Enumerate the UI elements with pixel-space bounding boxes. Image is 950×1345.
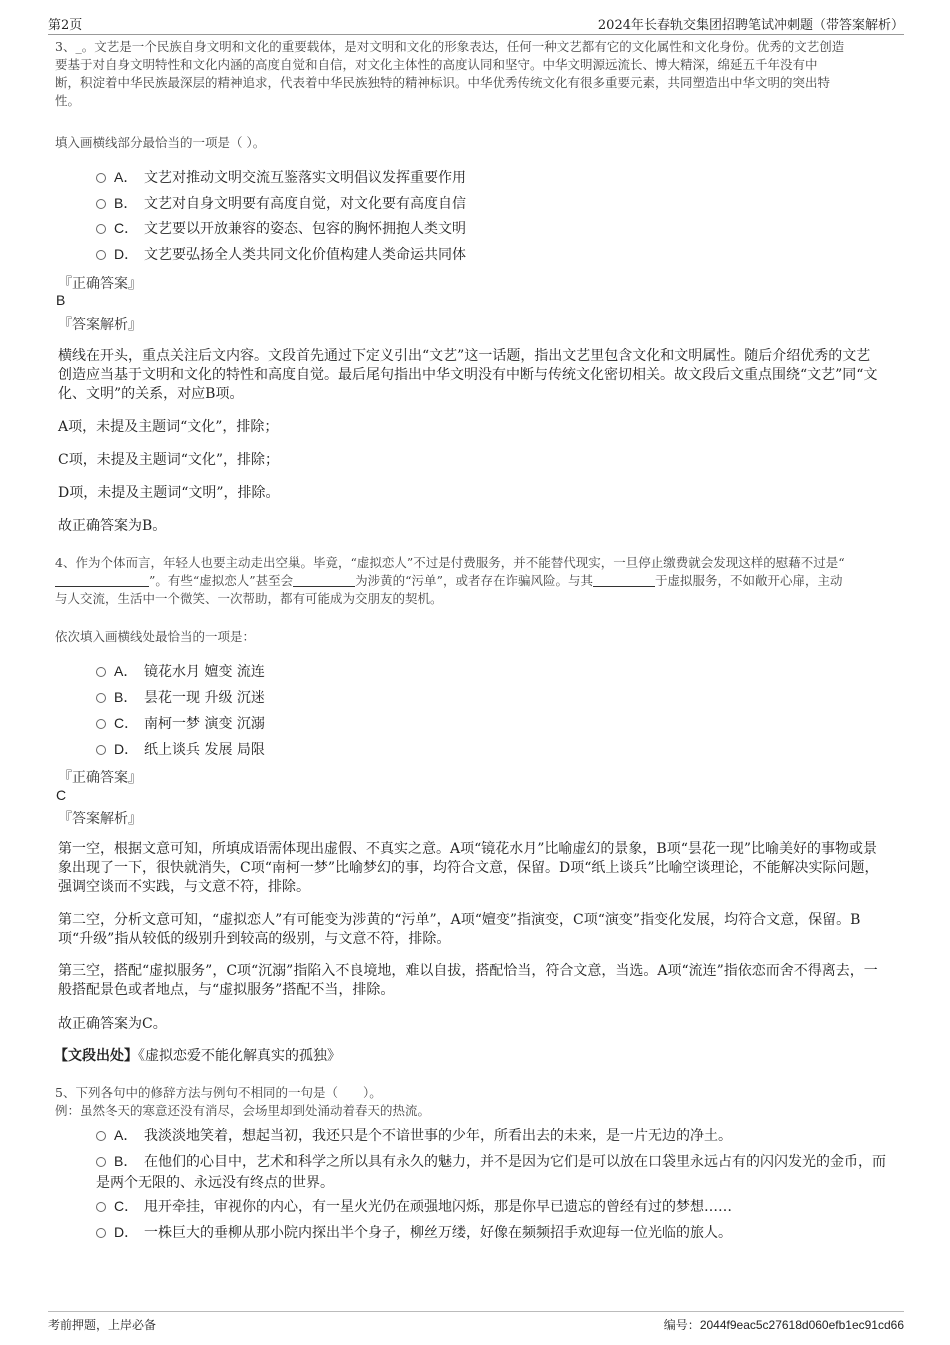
q4-answer-label: 『正确答案』 <box>58 770 142 786</box>
q4-stem <box>55 554 893 608</box>
q4-source <box>54 1047 880 1066</box>
q5-option-d[interactable]: D． 一株巨大的垂柳从那小院内探出半个身子，柳丝万缕，好像在频频招手欢迎每一位光临的旅人。 <box>96 1222 886 1244</box>
q3-analysis-paragraph: A项，未提及主题词“文化”，排除； <box>58 419 279 435</box>
q5-option-a[interactable]: A． 我淡淡地笑着，想起当初，我还只是个不谙世事的少年，所看出去的未来，是一片无边的净土。 <box>96 1125 886 1147</box>
q5-option-c[interactable]: C． 甩开牵挂，审视你的内心，有一星火光仍在顽强地闪烁，那是你早已遗忘的曾经有过的梦想…… <box>96 1196 886 1218</box>
radio-icon[interactable] <box>96 745 106 755</box>
q4-option-d[interactable]: D． 纸上谈兵 发展 局限 <box>96 739 886 761</box>
q3-stem-line: 性。 <box>55 93 81 108</box>
radio-icon[interactable] <box>96 667 106 677</box>
q3-stem-line: 断，积淀着中华民族最深层的精神追求，代表着中华民族独特的精神标识。中华优秀传统文化有很多重要元素，共同塑造出中华文明的突出特 <box>55 75 831 90</box>
q3-prompt: 填入画横线部分最恰当的一项是（ ）。 <box>55 135 266 150</box>
q4-analysis-paragraph: 第三空，搭配“虚拟服务”，C项“沉溺”指陷入不良境地，难以自拔，搭配恰当，符合文意，当选。A项“流连”指依恋而舍不得离去，一般搭配景色或者地点，与“虚拟服务”搭配不当，排除。 <box>58 963 878 998</box>
radio-icon[interactable] <box>96 250 106 260</box>
blank-1 <box>55 574 149 587</box>
page-footer <box>48 1311 904 1334</box>
q5-stem <box>55 1084 893 1120</box>
q5-example: 例：虽然冬天的寒意还没有消尽，会场里却到处涌动着春天的热流。 <box>55 1103 431 1118</box>
q5-option-b[interactable]: B． 在他们的心目中，艺术和科学之所以具有永久的魅力，并不是因为它们是可以放在口袋里永远占有的闪闪发光的金币，而是两个无限的、永远没有终点的世界。 <box>96 1153 886 1191</box>
page-header <box>48 12 904 35</box>
q3-option-b[interactable]: B． 文艺对自身文明要有高度自觉，对文化要有高度自信 <box>96 193 886 215</box>
q3-analysis-label: 『答案解析』 <box>58 317 142 333</box>
q4-option-b[interactable]: B． 昙花一现 升级 沉迷 <box>96 687 886 709</box>
radio-icon[interactable] <box>96 1202 106 1212</box>
q3-answer-label: 『正确答案』 <box>58 276 142 292</box>
q3-analysis-paragraph: C项，未提及主题词“文化”，排除； <box>58 452 280 468</box>
q3-option-a[interactable]: A． 文艺对推动文明交流互鉴落实文明倡议发挥重要作用 <box>96 167 886 189</box>
radio-icon[interactable] <box>96 199 106 209</box>
q3-option-d[interactable]: D． 文艺要弘扬全人类共同文化价值构建人类命运共同体 <box>96 244 886 266</box>
source-title: 《虚拟恋爱不能化解真实的孤独》 <box>138 1048 341 1064</box>
q4-prompt: 依次填入画横线处最恰当的一项是： <box>55 629 256 644</box>
q4-answer: C <box>56 787 67 803</box>
q5-stem-line: 5、下列各句中的修辞方法与例句不相同的一句是（ ）。 <box>55 1085 382 1100</box>
footer-slogan: 考前押题，上岸必备 <box>48 1318 157 1332</box>
q4-analysis-paragraph: 故正确答案为C。 <box>58 1016 167 1032</box>
radio-icon[interactable] <box>96 224 106 234</box>
q4-analysis-paragraph: 第二空，分析文意可知，“虚拟恋人”有可能变为涉黄的“污单”，A项“嬗变”指演变，C项“演变”指变化发展，均符合文意，保留。B项“升级”指从较低的级别升到较高的级别，与文意不符，排除。 <box>58 912 861 947</box>
q3-analysis-paragraph: 横线在开头，重点关注后文内容。文段首先通过下定义引出“文艺”这一话题，指出文艺里包含文化和文明属性。随后介绍优秀的文艺创造应当基于文明和文化的特性和高度自觉。最后尾句指出中华文明没有中断与传统文化密切相关。故文段后文重点围绕“文艺”同“文化、文明”的关系，对应B项。 <box>58 348 878 402</box>
q4-option-c[interactable]: C． 南柯一梦 演变 沉溺 <box>96 713 886 735</box>
radio-icon[interactable] <box>96 173 106 183</box>
source-label: 【文段出处】 <box>54 1048 138 1064</box>
radio-icon[interactable] <box>96 719 106 729</box>
code-value: 2044f9eac5c27618d060efb1ec91cd66 <box>699 1318 904 1332</box>
q3-stem <box>55 38 893 110</box>
q3-option-c[interactable]: C． 文艺要以开放兼容的姿态、包容的胸怀拥抱人类文明 <box>96 218 886 240</box>
q4-stem-line: 4、作为个体而言，年轻人也要主动走出空巢。毕竟，“虚拟恋人”不过是付费服务，并不能替代现实，一旦停止缴费就会发现这样的慰藉不过是“ <box>55 555 845 570</box>
code-label: 编号： <box>663 1318 700 1332</box>
document-title: 2024年长春轨交集团招聘笔试冲刺题（带答案解析） <box>597 18 904 33</box>
page-number: 第2页 <box>48 18 83 33</box>
q3-answer: B <box>56 292 66 308</box>
q4-analysis-paragraph: 第一空，根据文意可知，所填成语需体现出虚假、不真实之意。A项“镜花水月”比喻虚幻的景象，B项“昙花一现”比喻美好的事物或景象出现了一下，很快就消失，C项“南柯一梦”比喻梦幻的事，均符合文意，保留。D项“纸上谈兵”比喻空谈理论，不能解决实际问题，强调空谈而不实践，与文意不符，排除。 <box>58 841 879 895</box>
q3-analysis-paragraph: D项，未提及主题词“文明”，排除。 <box>58 485 280 501</box>
q4-option-a[interactable]: A． 镜花水月 嬗变 流连 <box>96 661 886 683</box>
q4-stem-line: 与人交流，生活中一个微笑、一次帮助，都有可能成为交朋友的契机。 <box>55 591 443 606</box>
document-code <box>664 1316 904 1333</box>
q4-stem-line: ”。有些“虚拟恋人”甚至会 为涉黄的“污单”，或者存在诈骗风险。与其 于虚拟服务，不如敞开心扉，主动 <box>55 572 893 590</box>
radio-icon[interactable] <box>96 1228 106 1238</box>
q4-analysis-label: 『答案解析』 <box>58 811 142 827</box>
radio-icon[interactable] <box>96 1157 106 1167</box>
radio-icon[interactable] <box>96 1131 106 1141</box>
q3-stem-line: 要基于对自身文明特性和文化内涵的高度自觉和自信，对文化主体性的高度认同和坚守。中华文明源远流长、博大精深，绵延五千年没有中 <box>55 57 818 72</box>
radio-icon[interactable] <box>96 693 106 703</box>
q3-analysis-paragraph: 故正确答案为B。 <box>58 518 167 534</box>
q3-stem-line: 3、_。文艺是一个民族自身文明和文化的重要载体，是对文明和文化的形象表达，任何一种文艺都有它的文化属性和文化身份。优秀的文艺创造 <box>55 39 845 54</box>
blank-3 <box>593 574 655 587</box>
blank-2 <box>293 574 355 587</box>
